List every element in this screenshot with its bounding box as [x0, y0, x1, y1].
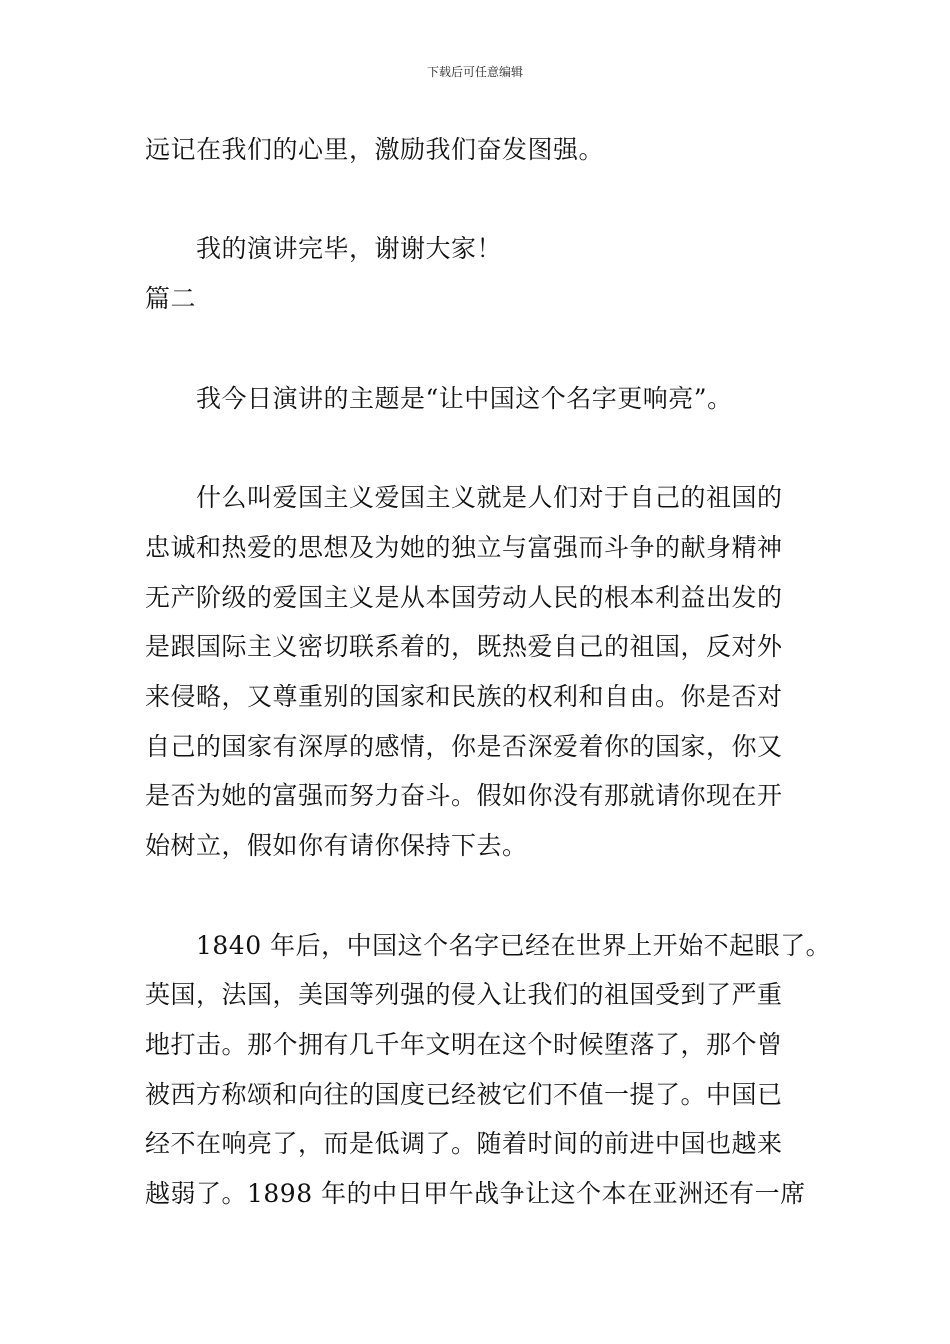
text-line: 地打击。那个拥有几千年文明在这个时候堕落了，那个曾 — [145, 1030, 783, 1059]
text-line: 1840 年后，中国这个名字已经在世界上开始不起眼了。 — [196, 931, 832, 960]
text-line: 无产阶级的爱国主义是从本国劳动人民的根本利益出发的 — [145, 583, 783, 612]
text-line: 来侵略，又尊重别的国家和民族的权利和自由。你是否对 — [145, 682, 783, 711]
text-line: 始树立，假如你有请你保持下去。 — [145, 831, 528, 860]
text-line: 什么叫爱国主义爱国主义就是人们对于自己的祖国的 — [196, 483, 783, 512]
section-heading: 篇二 — [145, 284, 197, 313]
page-header-note: 下载后可任意编辑 — [426, 65, 523, 79]
text-line: 自己的国家有深厚的感情，你是否深爱着你的国家，你又 — [145, 732, 783, 761]
text-line: 被西方称颂和向往的国度已经被它们不值一提了。中国已 — [145, 1080, 783, 1109]
text-line: 我今日演讲的主题是“让中国这个名字更响亮”。 — [196, 384, 733, 413]
text-line: 是否为她的富强而努力奋斗。假如你没有那就请你现在开 — [145, 781, 783, 810]
text-line: 忠诚和热爱的思想及为她的独立与富强而斗争的献身精神 — [145, 533, 783, 562]
text-line: 经不在响亮了，而是低调了。随着时间的前进中国也越来 — [145, 1129, 783, 1158]
text-line: 英国，法国，美国等列强的侵入让我们的祖国受到了严重 — [145, 980, 783, 1009]
text-line: 我的演讲完毕，谢谢大家！ — [196, 234, 503, 263]
text-line: 是跟国际主义密切联系着的，既热爱自己的祖国，反对外 — [145, 632, 783, 661]
text-line: 越弱了。1898 年的中日甲午战争让这个本在亚洲还有一席 — [145, 1179, 806, 1208]
text-line: 远记在我们的心里，激励我们奋发图强。 — [145, 135, 605, 164]
